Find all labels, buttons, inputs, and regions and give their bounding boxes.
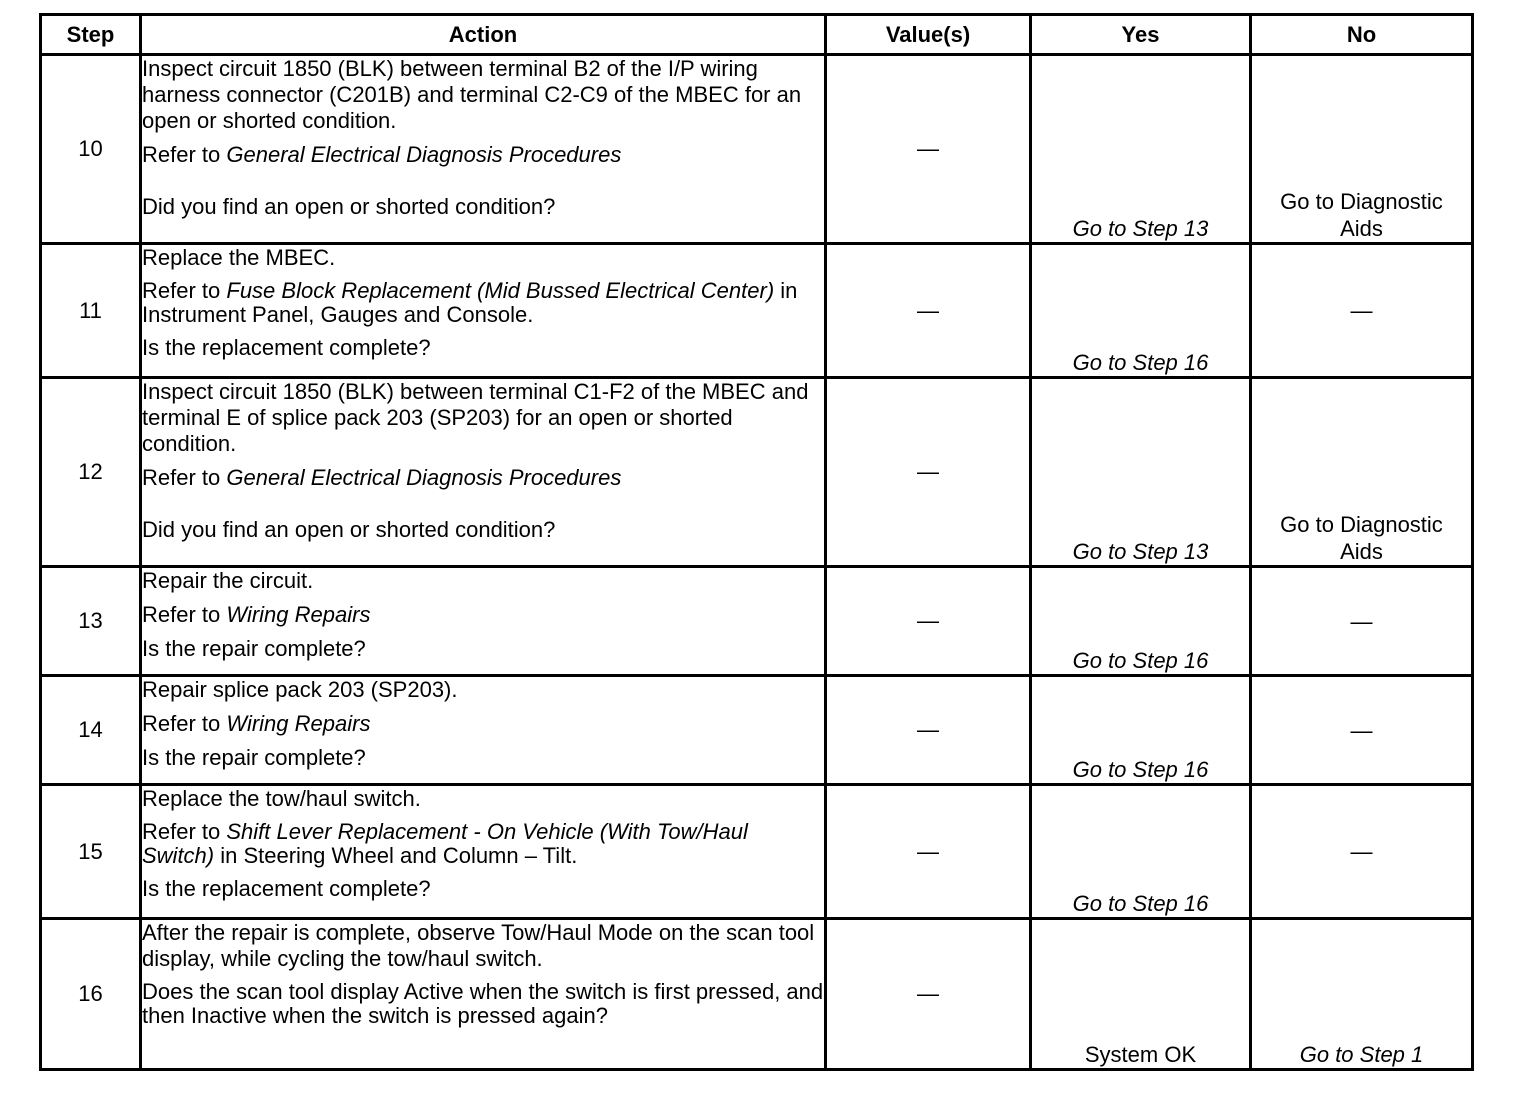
table-row-step-15 [41,785,1473,919]
step-number: 16 [41,919,141,1070]
action-cell [141,567,826,676]
reference-link: Wiring Repairs [226,711,371,736]
header-yes: Yes [1031,15,1251,55]
action-cell [141,676,826,785]
header-action: Action [141,15,826,55]
header-no: No [1251,15,1473,55]
step-number: 15 [41,785,141,919]
action-reference: Refer to General Electrical Diagnosis Procedures [142,465,622,490]
action-instruction: After the repair is complete, observe Tow/Haul Mode on the scan tool display, while cycling the tow/haul switch. [142,920,815,971]
step-number: 14 [41,676,141,785]
table-row-step-16 [41,919,1473,1070]
yes-result: Go to Step 16 [1031,244,1251,378]
no-result: — [1251,244,1473,378]
diagnostic-table [39,13,1474,1071]
value-cell: — [826,785,1031,919]
table-row-step-11 [41,244,1473,378]
yes-result: Go to Step 13 [1031,55,1251,244]
reference-link: General Electrical Diagnosis Procedures [226,142,622,167]
action-cell [141,55,826,244]
no-result: — [1251,785,1473,919]
action-question: Is the repair complete? [142,636,366,661]
action-reference: Refer to General Electrical Diagnosis Procedures [142,142,622,167]
yes-result: Go to Step 16 [1031,567,1251,676]
action-question: Is the replacement complete? [142,876,431,901]
reference-link: Wiring Repairs [226,602,371,627]
reference-link: Shift Lever Replacement - On Vehicle (With Tow/Haul Switch) [142,819,748,868]
action-question: Did you find an open or shorted condition? [142,194,556,219]
value-cell: — [826,676,1031,785]
table-row-step-14 [41,676,1473,785]
action-reference: Refer to Fuse Block Replacement (Mid Bussed Electrical Center) in Instrument Panel, Gauges and Console. [142,278,798,327]
header-row [41,15,1473,55]
action-cell [141,785,826,919]
action-instruction: Inspect circuit 1850 (BLK) between terminal B2 of the I/P wiring harness connector (C201B) and terminal C2-C9 of the MBEC for an open or shorted condition. [142,56,802,133]
reference-link: General Electrical Diagnosis Procedures [226,465,622,490]
action-reference: Refer to Wiring Repairs [142,711,371,736]
table-row-step-12 [41,378,1473,567]
step-number: 13 [41,567,141,676]
value-cell: — [826,919,1031,1070]
step-number: 12 [41,378,141,567]
action-question: Is the repair complete? [142,745,366,770]
no-result: Go to Diagnostic Aids [1251,378,1473,567]
action-instruction: Replace the tow/haul switch. [142,786,421,811]
yes-result: System OK [1031,919,1251,1070]
reference-link: Fuse Block Replacement (Mid Bussed Electrical Center) [226,278,775,303]
value-cell: — [826,567,1031,676]
yes-result: Go to Step 13 [1031,378,1251,567]
yes-result: Go to Step 16 [1031,676,1251,785]
header-values: Value(s) [826,15,1031,55]
step-number: 10 [41,55,141,244]
action-instruction: Replace the MBEC. [142,245,336,270]
table-row-step-13 [41,567,1473,676]
action-question: Is the replacement complete? [142,335,431,360]
value-cell: — [826,55,1031,244]
no-result: — [1251,567,1473,676]
value-cell: — [826,378,1031,567]
action-instruction: Inspect circuit 1850 (BLK) between terminal C1-F2 of the MBEC and terminal E of splice pack 203 (SP203) for an open or shorted condition. [142,379,809,456]
action-cell [141,244,826,378]
action-reference: Refer to Wiring Repairs [142,602,371,627]
action-reference: Refer to Shift Lever Replacement - On Vehicle (With Tow/Haul Switch) in Steering Wheel and Column – Tilt. [142,819,748,868]
action-cell [141,378,826,567]
action-question: Does the scan tool display Active when the switch is first pressed, and then Inactive when the switch is pressed again? [142,979,824,1028]
header-step: Step [41,15,141,55]
action-instruction: Repair splice pack 203 (SP203). [142,677,458,702]
no-result: Go to Diagnostic Aids [1251,55,1473,244]
yes-result: Go to Step 16 [1031,785,1251,919]
action-instruction: Repair the circuit. [142,568,314,593]
no-result: Go to Step 1 [1251,919,1473,1070]
table-row-step-10 [41,55,1473,244]
value-cell: — [826,244,1031,378]
step-number: 11 [41,244,141,378]
action-question: Did you find an open or shorted condition? [142,517,556,542]
action-cell [141,919,826,1070]
no-result: — [1251,676,1473,785]
